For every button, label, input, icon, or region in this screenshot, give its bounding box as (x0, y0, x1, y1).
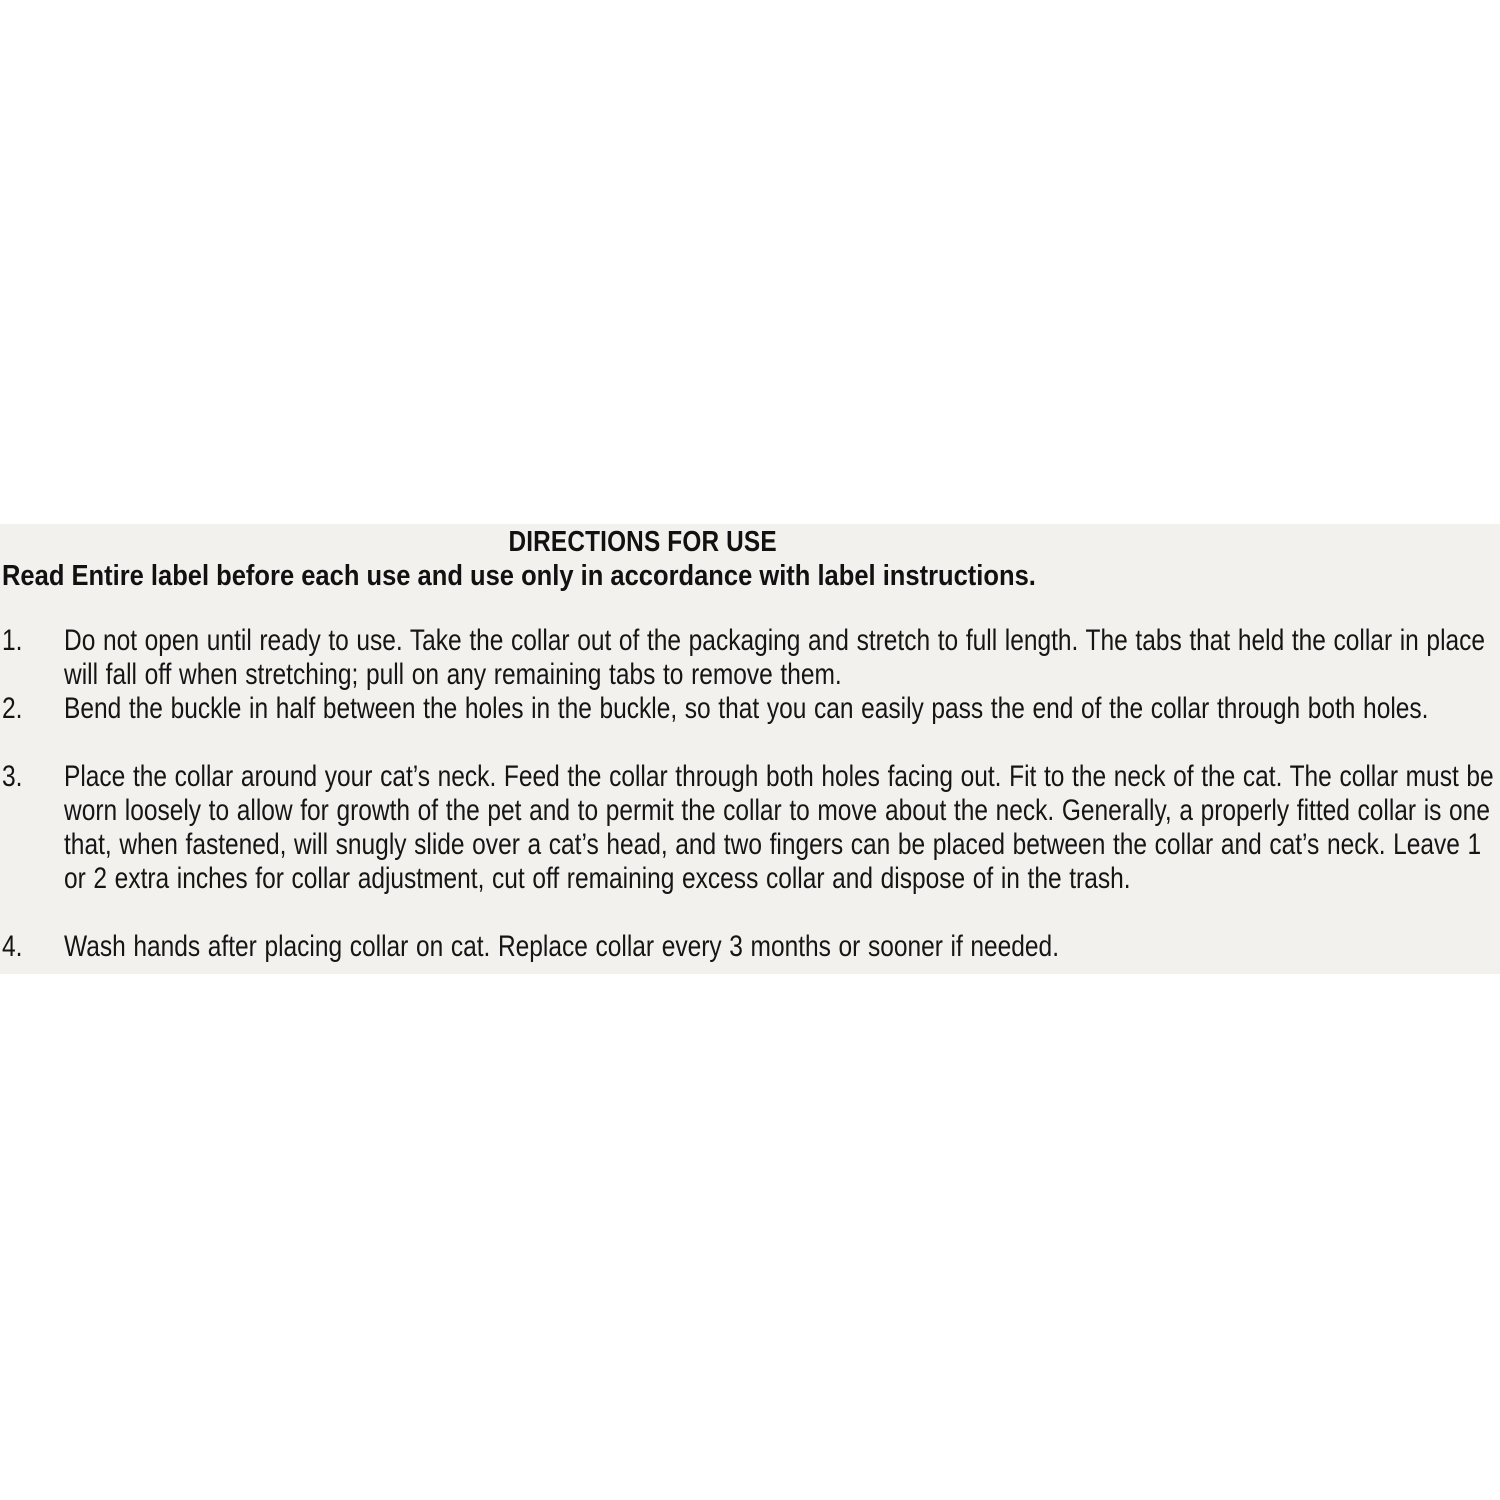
directions-label (0, 524, 1500, 974)
step-item (0, 760, 1500, 930)
step-item (0, 624, 1500, 692)
read-label-notice: Read Entire label before each use and use only in accordance with label instructions. (2, 560, 1036, 592)
step-number: 4. (2, 930, 23, 963)
step-item (0, 930, 1500, 964)
step-text: Do not open until ready to use. Take the collar out of the packaging and stretch to full length. The tabs that held the collar in place will fall off when stretching; pull on any remaining tabs to remove them. (64, 624, 1486, 691)
step-number: 1. (2, 624, 23, 657)
step-number: 2. (2, 692, 23, 725)
step-text: Place the collar around your cat’s neck. Feed the collar through both holes facing out. Fit to the neck of the cat. The collar must be worn loosely to allow for growth of the pet and to permit the collar to move about the neck. Generally, a properly fitted collar is one that, when fastened, will snugly slide over a cat’s head, and two fingers can be placed between the collar and cat’s neck. Leave 1 or 2 extra inches for collar adjustment, cut off remaining excess collar and dispose of in the trash. (64, 760, 1494, 895)
step-text: Bend the buckle in half between the holes in the buckle, so that you can easily pass the end of the collar through both holes. (64, 692, 1429, 725)
directions-heading: DIRECTIONS FOR USE (508, 526, 777, 558)
step-number: 3. (2, 760, 23, 793)
directions-steps (0, 624, 1500, 964)
step-item (0, 692, 1500, 760)
step-text: Wash hands after placing collar on cat. Replace collar every 3 months or sooner if needed. (64, 930, 1060, 963)
